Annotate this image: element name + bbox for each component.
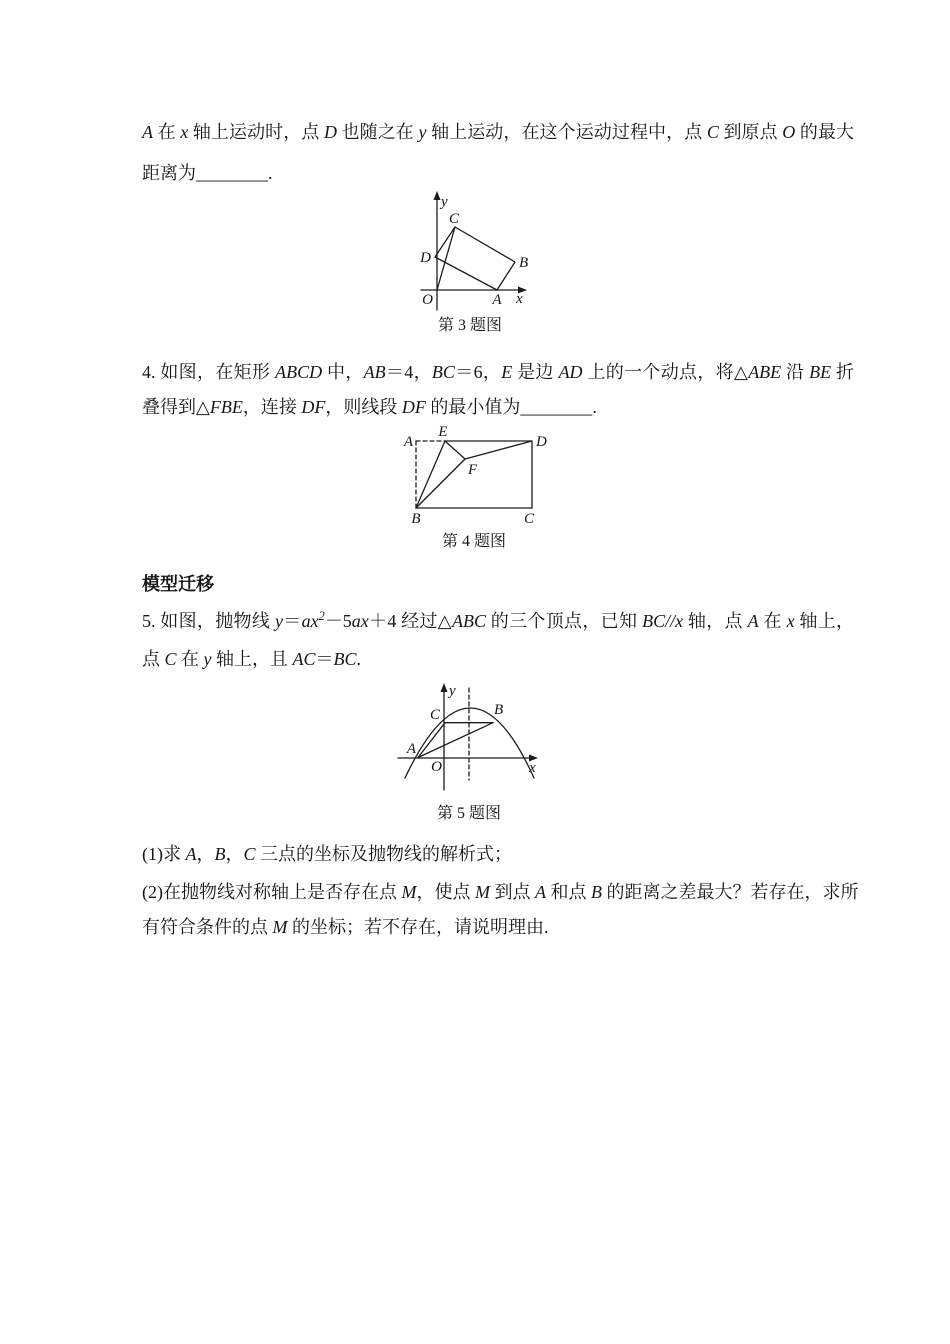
problem4-text-line1 (142, 362, 854, 383)
point-label-c: C (448, 211, 460, 227)
text-run: 4. 如图，在矩形 (142, 362, 276, 382)
point-label-c: C (429, 707, 440, 723)
text-run: O (782, 122, 796, 142)
text-run: (1)求 (142, 844, 186, 864)
text-run: DF (301, 397, 326, 417)
text-run: AD (558, 362, 583, 382)
axis-label-x: x (516, 291, 523, 307)
text-run: 是边 (512, 362, 559, 382)
segment-ab (418, 723, 493, 758)
point-label-o: O (422, 292, 433, 308)
text-run: 轴，点 (683, 611, 748, 631)
text-run: 的最大 (795, 122, 855, 142)
segment-oc (437, 227, 455, 290)
text-run: AB (363, 362, 386, 382)
text-run: DF (401, 397, 426, 417)
point-label-d: D (536, 434, 547, 450)
axis-label-x: x (529, 760, 536, 776)
point-label-a: A (492, 292, 502, 308)
figure4-caption: 第 4 题图 (441, 533, 506, 550)
text-run: 在 (153, 122, 181, 142)
text-run: 点 (142, 649, 165, 669)
point-label-a: A (403, 434, 413, 450)
text-run: y (418, 122, 427, 142)
axis-label-y: y (449, 683, 456, 699)
problem5-q2-text-line1 (142, 882, 859, 903)
point-label-o: O (431, 759, 442, 775)
section-heading: 模型迁移 (142, 574, 214, 594)
text-run: ， (225, 844, 244, 864)
text-run: . (356, 649, 362, 669)
text-run: 轴上， (794, 611, 855, 631)
text-run: AC (292, 649, 316, 669)
text-run: ＝ (315, 649, 334, 669)
text-run: FBE (209, 397, 243, 417)
point-label-c: C (523, 511, 535, 527)
text-run: ABE (748, 362, 782, 382)
point-label-f: F (468, 462, 478, 478)
point-label-d: D (420, 250, 431, 266)
text-run: ax (351, 611, 369, 631)
figure4-fold-diagram (400, 424, 548, 526)
text-run: A (142, 122, 153, 142)
text-run: E (501, 362, 513, 382)
text-run: ＝ (283, 611, 302, 631)
segment-bf (416, 459, 465, 508)
text-run: ，连接 (242, 397, 302, 417)
text-run: ABC (451, 611, 486, 631)
text-run: －5 (324, 611, 352, 631)
text-run: BC (333, 649, 357, 669)
text-run: B (214, 844, 226, 864)
text-run: 的三个顶点，已知 (485, 611, 643, 631)
problem4-text-line2 (142, 397, 854, 418)
point-label-b: B (519, 255, 529, 271)
text-run: 轴上，且 (211, 649, 293, 669)
text-run: BC (431, 362, 455, 382)
text-run: 叠得到△ (142, 397, 210, 417)
text-run: C (164, 649, 177, 669)
text-run: 的最小值为________. (425, 397, 597, 417)
y-axis-arrow-icon (441, 683, 448, 692)
text-run: ＝4， (385, 362, 432, 382)
text-run: x (786, 611, 795, 631)
text-run: (2)在抛物线对称轴上是否存在点 (142, 882, 402, 902)
text-run: 沿 (781, 362, 810, 382)
text-run: 上的一个动点，将△ (582, 362, 749, 382)
text-run: ax (301, 611, 319, 631)
figure3-caption: 第 3 题图 (437, 317, 502, 334)
text-run: M (475, 882, 490, 902)
text-run: y (275, 611, 283, 631)
text-run: 2 (318, 609, 325, 623)
text-run: 也随之在 (336, 122, 419, 142)
point-label-e: E (438, 424, 448, 440)
figure5-parabola-diagram (390, 676, 548, 798)
axis-label-y: y (441, 194, 448, 210)
text-run: 5. 如图，抛物线 (142, 611, 275, 631)
text-run: 轴上运动时，点 (188, 122, 324, 142)
problem3-text-line1 (142, 122, 854, 143)
text-run: // (665, 611, 676, 631)
text-run: A (535, 882, 546, 902)
text-run: C (243, 844, 256, 864)
text-run: ＝6， (454, 362, 502, 382)
problem5-q2-text-line2 (142, 917, 854, 938)
figure3-coordinate-diagram (395, 188, 545, 314)
text-run: C (706, 122, 719, 142)
text-run: 中， (322, 362, 364, 382)
text-run: 的距离之差最大？若存在，求所 (602, 882, 859, 902)
text-run: 在 (176, 649, 204, 669)
text-run: 的坐标；若不存在，请说明理由. (287, 917, 549, 937)
problem5-text-line2 (142, 649, 854, 670)
problem5-text-line1 (142, 611, 854, 632)
text-run: BE (809, 362, 832, 382)
text-run: D (323, 122, 337, 142)
segment-ac (418, 723, 445, 758)
segment-fd (465, 441, 532, 459)
figure5-caption: 第 5 题图 (436, 805, 501, 822)
segment-ef (445, 441, 465, 459)
problem3-text-line2 (142, 163, 854, 184)
point-label-b: B (411, 511, 421, 527)
text-run: 到原点 (718, 122, 783, 142)
text-run: M (401, 882, 417, 902)
text-run: 到点 (490, 882, 535, 902)
text-run: 有符合条件的点 (142, 917, 273, 937)
text-run: 距离为________. (142, 163, 273, 183)
text-run: 三点的坐标及抛物线的解析式； (255, 844, 513, 864)
text-run: BC (642, 611, 666, 631)
text-run: ，使点 (416, 882, 475, 902)
text-run: 折 (831, 362, 854, 382)
text-run: M (272, 917, 288, 937)
point-label-b: B (494, 702, 504, 718)
problem5-q1-text (142, 844, 854, 865)
text-run: 和点 (546, 882, 591, 902)
text-run: ＋4 经过△ (368, 611, 452, 631)
y-axis-arrow-icon (434, 191, 441, 200)
fold-line-be (416, 441, 445, 508)
text-run: B (591, 882, 602, 902)
text-run: x (675, 611, 684, 631)
text-run: A (747, 611, 759, 631)
text-run: 轴上运动，在这个运动过程中，点 (426, 122, 707, 142)
text-run: A (185, 844, 197, 864)
text-run: x (180, 122, 189, 142)
text-run: ，则线段 (325, 397, 402, 417)
rectangle-abcd (435, 227, 515, 290)
point-label-a: A (406, 741, 416, 757)
text-run: 在 (758, 611, 787, 631)
text-run: ， (196, 844, 215, 864)
text-run: ABCD (275, 362, 323, 382)
text-run: y (203, 649, 212, 669)
